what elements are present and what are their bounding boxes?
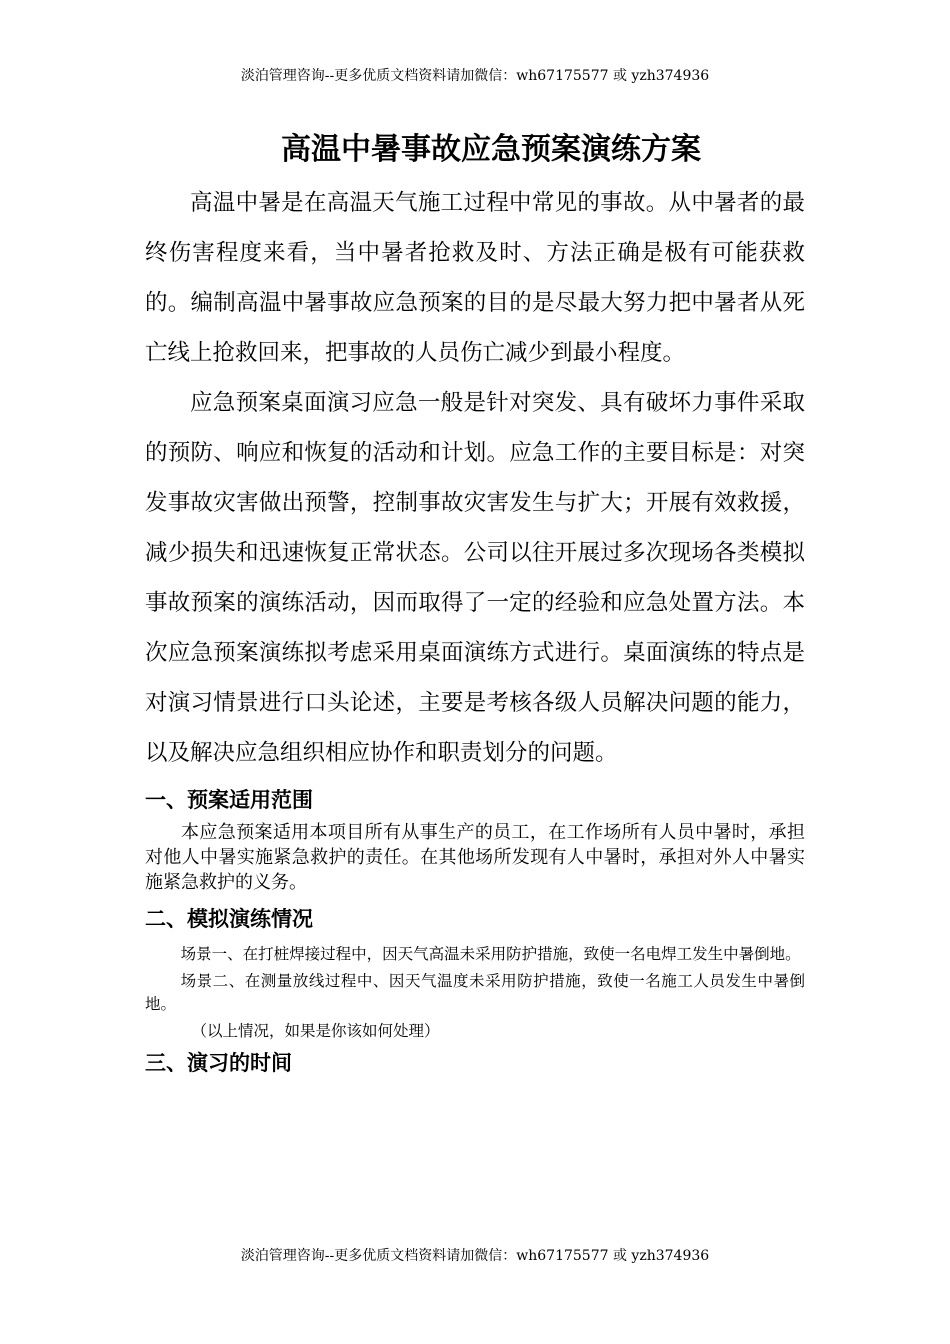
intro-paragraph-1: 高温中暑是在高温天气施工过程中常见的事故。从中暑者的最终伤害程度来看，当中暑者抢救及时、方法正确是极有可能获救的。编制高温中暑事故应急预案的目的是尽最大努力把中暑者从死亡线上抢救回来，把事故的人员伤亡减少到最小程度。 xyxy=(145,190,805,366)
page-footer: 淡泊管理咨询--更多优质文档资料请加微信：wh67175577 或 yzh374936 xyxy=(240,1248,710,1264)
page-header: 淡泊管理咨询--更多优质文档资料请加微信：wh67175577 或 yzh374936 xyxy=(240,68,710,84)
scene-2: 场景二、在测量放线过程中、因天气温度未采用防护措施，致使一名施工人员发生中暑倒地。 xyxy=(145,972,805,1013)
scene-1: 场景一、在打桩焊接过程中，因天气高温未采用防护措施，致使一名电焊工发生中暑倒地。 xyxy=(180,945,801,963)
intro-paragraph-2: 应急预案桌面演习应急一般是针对突发、具有破坏力事件采取的预防、响应和恢复的活动和计划。应急工作的主要目标是：对突发事故灾害做出预警，控制事故灾害发生与扩大；开展有效救援，减少损失和迅速恢复正常状态。公司以往开展过多次现场各类模拟事故预案的演练活动，因而取得了一定的经验和应急处置方法。本次应急预案演练拟考虑采用桌面演练方式进行。桌面演练的特点是对演习情景进行口头论述，主要是考核各级人员解决问题的能力，以及解决应急组织相应协作和职责划分的问题。 xyxy=(145,390,805,766)
page-title: 高温中暑事故应急预案演练方案 xyxy=(281,132,701,167)
section-text-scope: 本应急预案适用本项目所有从事生产的员工，在工作场所有人员中暑时，承担对他人中暑实施紧急救护的责任。在其他场所发现有人中暑时，承担对外人中暑实施紧急救护的义务。 xyxy=(145,822,805,893)
section-heading-simulation: 二、模拟演练情况 xyxy=(145,907,313,931)
section-heading-time: 三、演习的时间 xyxy=(145,1051,292,1075)
document-body xyxy=(145,122,805,1083)
scene-note: （以上情况，如果是你该如何处理） xyxy=(191,1022,440,1040)
section-heading-scope: 一、预案适用范围 xyxy=(145,788,313,812)
